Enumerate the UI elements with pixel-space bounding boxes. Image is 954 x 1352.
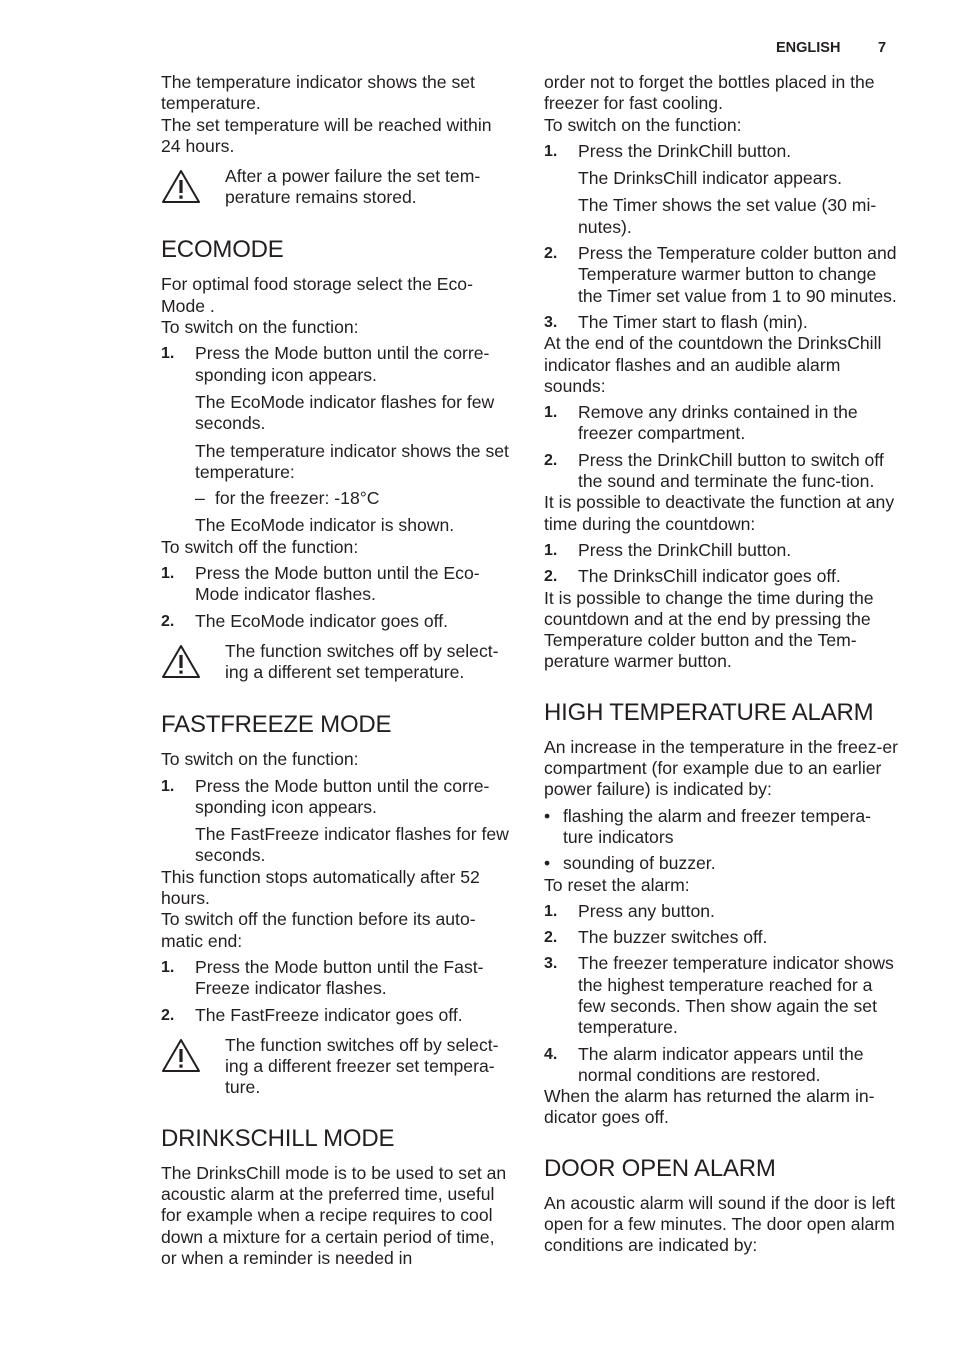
paragraph: For optimal food storage select the Eco-Mode . [161, 274, 473, 316]
paragraph: To switch on the function: [161, 317, 359, 338]
list-item [544, 953, 899, 1038]
step-text: Press the DrinkChill button. [578, 539, 792, 560]
paragraph: To reset the alarm: [544, 874, 690, 895]
list-item [544, 402, 899, 445]
step-detail: The EcoMode indicator flashes for few seconds. [195, 391, 495, 434]
list-item [544, 243, 899, 307]
paragraph: It is possible to change the time during the countdown and at the end by pressing the Temperature colder button and the Tem-perature warmer button. [544, 587, 874, 672]
paragraph: To switch off the function before its auto-matic end: [161, 909, 476, 951]
step-text: Press the Mode button until the corre-sponding icon appears. [195, 343, 490, 385]
list-item [544, 141, 899, 162]
step-text: Remove any drinks contained in the freezer compartment. [578, 402, 858, 444]
step-text: Press the Temperature colder button and Temperature warmer button to change the Timer set value from 1 to 90 minutes. [578, 243, 897, 306]
step-text: The FastFreeze indicator goes off. [195, 1004, 463, 1025]
bullet-item [544, 853, 899, 874]
list-item [544, 927, 899, 948]
dash-item [195, 488, 513, 509]
section-title-drinkschill: DRINKSCHILL MODE [161, 1124, 395, 1152]
step-number: 1. [544, 541, 558, 559]
intro-line: The set temperature will be reached within 24 hours. [161, 114, 492, 156]
bullet-text: sounding of buzzer. [563, 853, 716, 874]
step-text: Press the DrinkChill button to switch off the sound and terminate the func-tion. [578, 449, 884, 492]
paragraph: An acoustic alarm will sound if the door is left open for a few minutes. The door open alarm conditions are indicated by: [544, 1192, 896, 1256]
warning-triangle-icon [161, 641, 225, 685]
list-item [161, 957, 513, 1000]
step-number: 1. [544, 902, 558, 920]
step-number: 2. [544, 929, 558, 947]
step-number: 4. [544, 1045, 558, 1063]
list-item [161, 1005, 513, 1026]
step-text: Press the Mode button until the Fast-Freeze indicator flashes. [195, 956, 484, 999]
step-text: Press the DrinkChill button. [578, 140, 792, 161]
list-item [544, 1044, 899, 1087]
warning-text: After a power failure the set tem-perature remains stored. [225, 166, 481, 208]
bullet-marker: • [544, 853, 551, 874]
step-detail: The Timer shows the set value (30 mi-nutes). [578, 195, 877, 237]
paragraph: This function stops automatically after 52 hours. [161, 866, 480, 909]
paragraph: To switch on the function: [161, 749, 359, 770]
bullet-item [544, 806, 899, 849]
dash-text: for the freezer: -18°C [215, 488, 380, 509]
warning-triangle-icon [161, 1035, 225, 1099]
section-title-ecomode: ECOMODE [161, 236, 284, 264]
header-language: ENGLISH [776, 40, 841, 56]
warning-triangle-icon [161, 166, 225, 210]
step-text: The freezer temperature indicator shows the highest temperature reached for a few seconds. Then show again the set temperature. [578, 953, 894, 1038]
warning-note [161, 1035, 513, 1099]
step-number: 2. [161, 1006, 175, 1024]
section-title-high-temperature-alarm: HIGH TEMPERATURE ALARM [544, 698, 874, 726]
warning-text: The function switches off by select-ing a different freezer set tempera-ture. [225, 1034, 499, 1098]
step-number: 2. [544, 451, 558, 469]
step-number: 2. [544, 568, 558, 586]
step-number: 3. [544, 313, 558, 331]
list-item [544, 566, 899, 587]
step-detail: The DrinksChill indicator appears. [578, 168, 843, 189]
list-item [544, 450, 899, 493]
section-title-fastfreeze: FASTFREEZE MODE [161, 711, 392, 739]
step-text: The EcoMode indicator goes off. [195, 610, 448, 631]
step-detail: The EcoMode indicator is shown. [195, 515, 455, 536]
step-number: 1. [161, 777, 175, 795]
page-number: 7 [878, 40, 887, 56]
bullet-marker: • [544, 805, 551, 826]
step-text: The buzzer switches off. [578, 927, 768, 948]
step-text: Press the Mode button until the corre-sponding icon appears. [195, 775, 490, 817]
warning-note [161, 166, 513, 210]
dash-marker: – [195, 488, 205, 509]
paragraph: When the alarm has returned the alarm in-dicator goes off. [544, 1086, 875, 1128]
step-text: The DrinksChill indicator goes off. [578, 566, 841, 587]
paragraph: The DrinksChill mode is to be used to set an acoustic alarm at the preferred time, useful for example when a recipe requires to cool down a mixture for a certain period of time, or when a reminder is needed in [161, 1162, 507, 1268]
step-number: 1. [161, 345, 175, 363]
paragraph: order not to forget the bottles placed in the freezer for fast cooling. [544, 72, 875, 114]
step-detail: The temperature indicator shows the set temperature: [195, 440, 509, 482]
step-text: Press the Mode button until the Eco-Mode indicator flashes. [195, 563, 480, 605]
paragraph: It is possible to deactivate the function at any time during the countdown: [544, 492, 895, 534]
list-item [544, 540, 899, 561]
right-column [544, 72, 899, 1257]
step-number: 1. [161, 958, 175, 976]
step-number: 1. [544, 142, 558, 160]
list-item [544, 901, 899, 922]
step-text: Press any button. [578, 900, 715, 921]
section-title-door-open-alarm: DOOR OPEN ALARM [544, 1154, 776, 1182]
left-column [161, 72, 513, 1269]
paragraph: An increase in the temperature in the freez-er compartment (for example due to an earlier power failure) is indicated by: [544, 736, 899, 800]
step-number: 1. [544, 404, 558, 422]
list-item [161, 611, 513, 632]
list-item [161, 776, 513, 819]
step-text: The Timer start to flash (min). [578, 311, 808, 332]
list-item [161, 343, 513, 386]
step-text: The alarm indicator appears until the normal conditions are restored. [578, 1043, 864, 1085]
step-detail: The FastFreeze indicator flashes for few seconds. [195, 824, 509, 866]
paragraph: To switch off the function: [161, 536, 359, 557]
bullet-text: flashing the alarm and freezer tempera-ture indicators [563, 805, 872, 847]
step-number: 2. [161, 612, 175, 630]
list-item [544, 312, 899, 333]
paragraph: To switch on the function: [544, 114, 742, 135]
intro-line: The temperature indicator shows the set temperature. [161, 72, 475, 114]
step-number: 3. [544, 955, 558, 973]
step-number: 1. [161, 565, 175, 583]
warning-text: The function switches off by select-ing a different set temperature. [225, 640, 499, 683]
list-item [161, 563, 513, 606]
step-number: 2. [544, 245, 558, 263]
paragraph: At the end of the countdown the DrinksChill indicator flashes and an audible alarm sounds: [544, 333, 882, 396]
warning-note [161, 641, 513, 685]
